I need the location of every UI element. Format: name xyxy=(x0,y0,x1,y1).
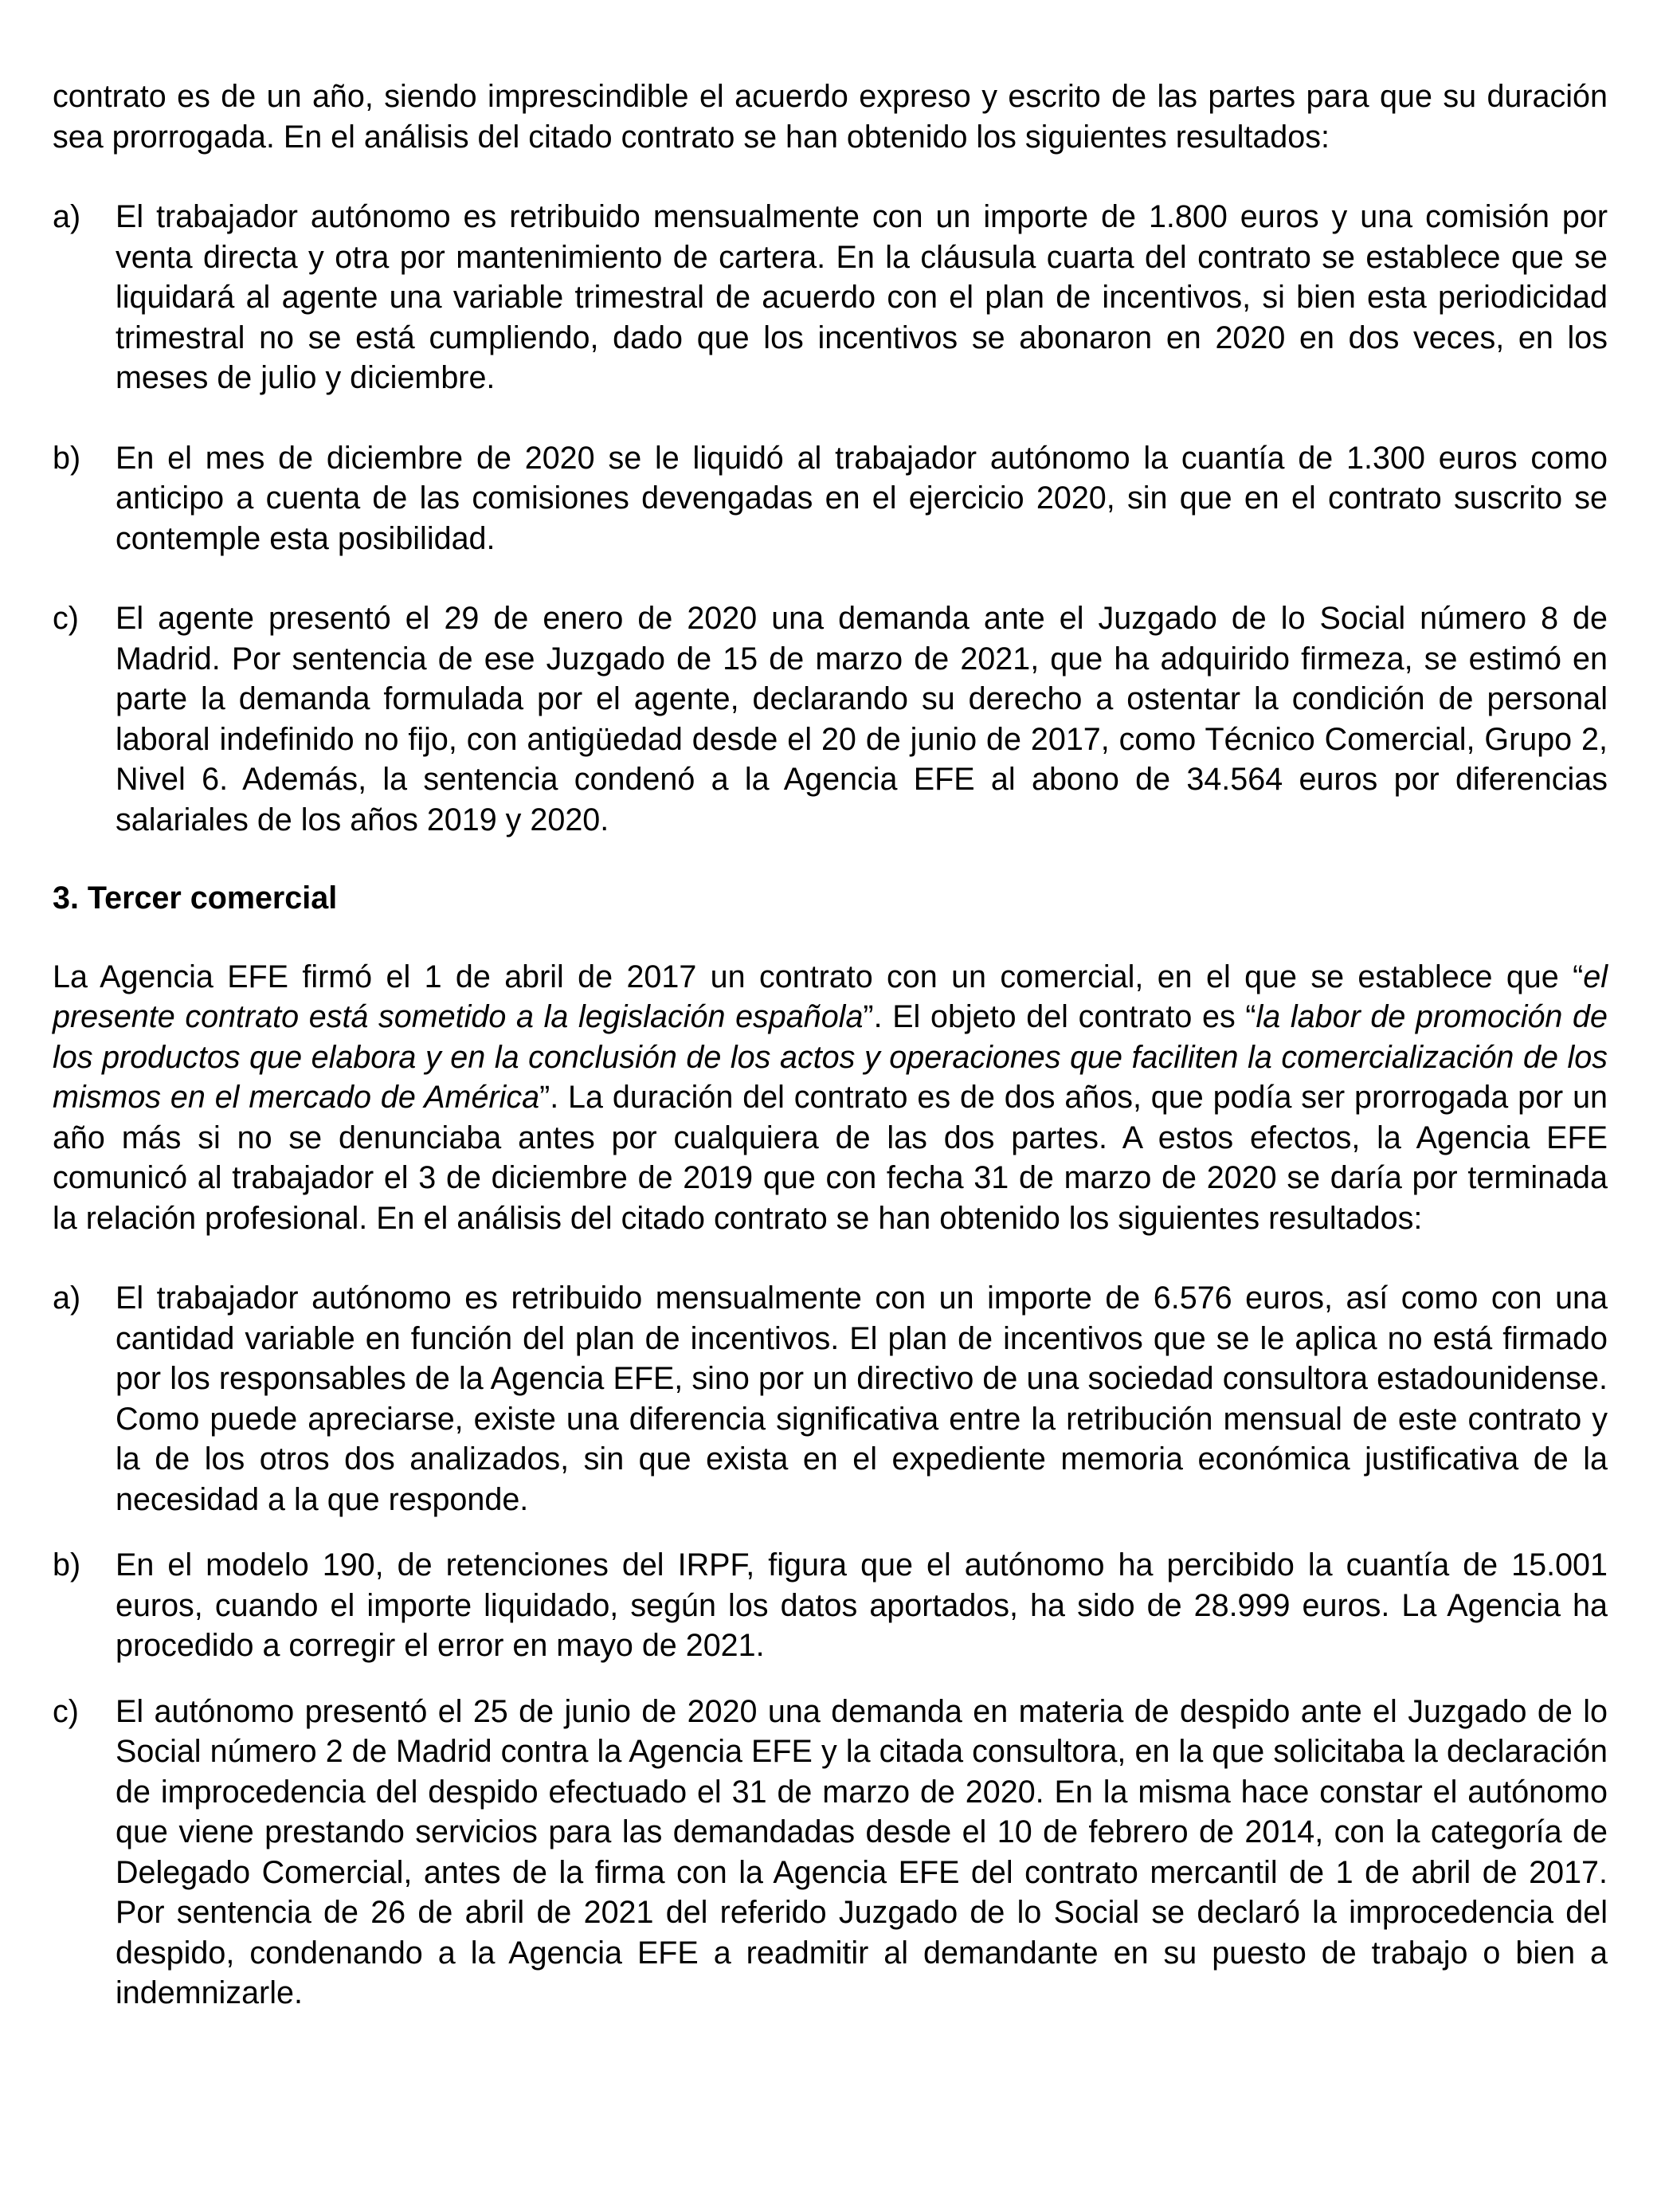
spacer xyxy=(53,1666,1608,1692)
list-item-text: En el mes de diciembre de 2020 se le liquidó al trabajador autónomo la cuantía de 1.300 euros como anticipo a cuenta de las comisiones devengadas en el ejercicio 2020, sin que en el contrato suscrito se contemple esta posibilidad. xyxy=(116,440,1608,556)
continuation-paragraph: contrato es de un año, siendo imprescindible el acuerdo expreso y escrito de las partes para que su duración sea prorrogada. En el análisis del citado contrato se han obtenido los siguientes resultados: xyxy=(53,79,1608,155)
list-item-text: El agente presentó el 29 de enero de 2020 una demanda ante el Juzgado de lo Social número 8 de Madrid. Por sentencia de ese Juzgado de 15 de marzo de 2021, que ha adquirido firmeza, se estimó en parte la demanda formulada por el agente, declarando su derecho a ostentar la condición de personal laboral indefinido no fijo, con antigüedad desde el 20 de junio de 2017, como Técnico Comercial, Grupo 2, Nivel 6. Además, la sentencia condenó a la Agencia EFE al abono de 34.564 euros por diferencias salariales de los años 2019 y 2020. xyxy=(116,601,1608,837)
list-item-text: El trabajador autónomo es retribuido mensualmente con un importe de 1.800 euros y una comisión por venta directa y otra por mantenimiento de cartera. En la cláusula cuarta del contrato se establece que se liquidará al agente una variable trimestral de acuerdo con el plan de incentivos, si bien esta periodicidad trimestral no se está cumpliendo, dado que los incentivos se abonaron en 2020 en dos veces, en los meses de julio y diciembre. xyxy=(116,199,1608,395)
spacer xyxy=(53,157,1608,197)
list-marker: a) xyxy=(53,199,81,234)
spacer xyxy=(53,398,1608,438)
intro-text-part1: La Agencia EFE firmó el 1 de abril de 2017 un contrato con un comercial, en el que se establece que “ xyxy=(53,959,1584,994)
list-item-section3-b xyxy=(53,1545,1608,1666)
intro-quote-legislation: el presente contrato está sometido a la legislación española xyxy=(53,959,1608,1034)
spacer xyxy=(53,840,1608,878)
intro-quote-object: la labor de promoción de los productos que elabora y en la conclusión de los actos y operaciones que faciliten la comercialización de los mismos en el mercado de América xyxy=(53,999,1608,1115)
list-item-section3-c xyxy=(53,1692,1608,2014)
spacer xyxy=(53,919,1608,957)
list-item-text: El trabajador autónomo es retribuido mensualmente con un importe de 6.576 euros, así como con una cantidad variable en función del plan de incentivos. El plan de incentivos que se le aplica no está firmado por los responsables de la Agencia EFE, sino por un directivo de una sociedad consultora estadounidense. Como puede apreciarse, existe una diferencia significativa entre la retribución mensual de este contrato y la de los otros dos analizados, sin que exista en el expediente memoria económica justificativa de la necesidad a la que responde. xyxy=(116,1281,1608,1517)
list-item-section2-b xyxy=(53,438,1608,559)
intro-text-part2: ”. El objeto del contrato es “ xyxy=(863,999,1256,1034)
list-item-text: El autónomo presentó el 25 de junio de 2020 una demanda en materia de despido ante el Juzgado de lo Social número 2 de Madrid contra la Agencia EFE y la citada consultora, en la que solicitaba la declaración de improcedencia del despido efectuado el 31 de marzo de 2020. En la misma hace constar el autónomo que viene prestando servicios para las demandadas desde el 10 de febrero de 2014, con la categoría de Delegado Comercial, antes de la firma con la Agencia EFE del contrato mercantil de 1 de abril de 2017. Por sentencia de 26 de abril de 2021 del referido Juzgado de lo Social se declaró la improcedencia del despido, condenando a la Agencia EFE a readmitir al demandante en su puesto de trabajo o bien a indemnizarle. xyxy=(116,1693,1608,2010)
list-item-text: En el modelo 190, de retenciones del IRPF, figura que el autónomo ha percibido la cuantía de 15.001 euros, cuando el importe liquidado, según los datos aportados, ha sido de 28.999 euros. La Agencia ha procedido a corregir el error en mayo de 2021. xyxy=(116,1547,1608,1663)
spacer xyxy=(53,1238,1608,1278)
list-marker: c) xyxy=(53,601,79,636)
intro-text-part3: ”. La duración del contrato es de dos años, que podía ser prorrogada por un año más si no se denunciaba antes por cualquiera de las dos partes. A estos efectos, la Agencia EFE comunicó al trabajador el 3 de diciembre de 2019 que con fecha 31 de marzo de 2020 se daría por terminada la relación profesional. En el análisis del citado contrato se han obtenido los siguientes resultados: xyxy=(53,1080,1608,1236)
spacer xyxy=(53,1520,1608,1545)
list-marker: b) xyxy=(53,440,81,476)
section-heading: 3. Tercer comercial xyxy=(53,880,338,916)
spacer xyxy=(53,559,1608,598)
list-marker: a) xyxy=(53,1281,81,1316)
list-item-section2-c xyxy=(53,598,1608,840)
list-item-section3-a xyxy=(53,1278,1608,1520)
list-marker: c) xyxy=(53,1693,79,1729)
list-marker: b) xyxy=(53,1547,81,1583)
section3-intro-paragraph xyxy=(53,957,1608,1239)
list-item-section2-a xyxy=(53,197,1608,398)
document-page xyxy=(53,76,1608,2014)
